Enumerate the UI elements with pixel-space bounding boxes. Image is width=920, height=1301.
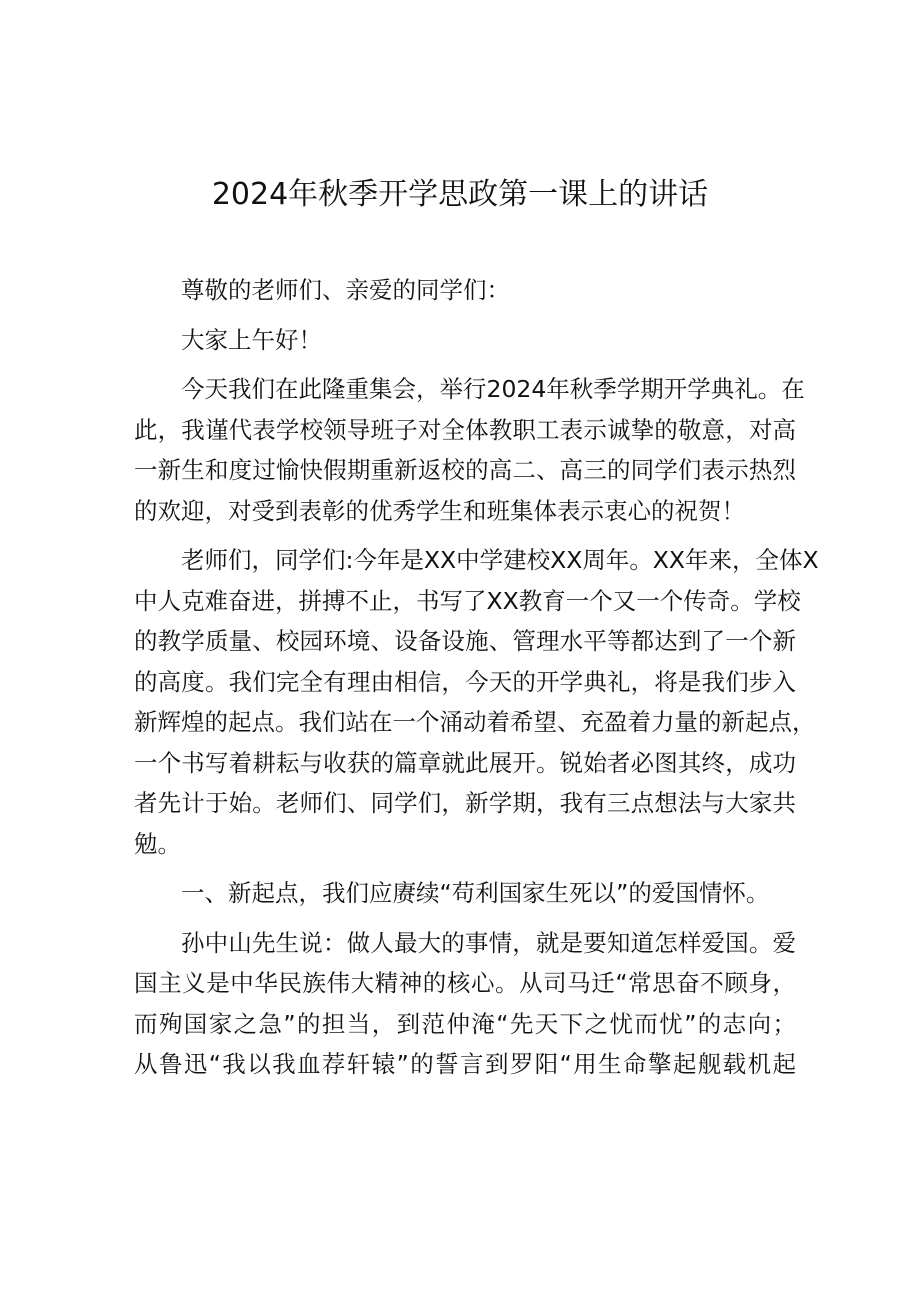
text-line: 此，我谨代表学校领导班子对全体教职工表示诚挚的敬意，对高 (134, 415, 796, 444)
text-line: 孙中山先生说：做人最大的事情，就是要知道怎样爱国。爱 (181, 928, 796, 957)
text-line: 国主义是中华民族伟大精神的核心。从司马迁“常思奋不顾身， (134, 969, 796, 997)
paragraph-greeting (134, 320, 796, 361)
paragraph-welcome (134, 369, 805, 531)
text-line: 今天我们在此隆重集会，举行2024年秋季学期开学典礼。在 (181, 375, 805, 403)
text-line: 的欢迎，对受到表彰的优秀学生和班集体表示衷心的祝贺！ (134, 496, 745, 525)
text-line: 中人克难奋进，拼搏不止，书写了XX教育一个又一个传奇。学校 (134, 586, 801, 615)
text-line: 老师们，同学们:今年是XX中学建校XX周年。XX年来，全体X (181, 546, 819, 574)
section-heading-one (134, 873, 796, 914)
text-line: 勉。 (134, 829, 181, 858)
text-line: 大家上午好！ (181, 325, 322, 354)
paragraph-patriotism (134, 923, 796, 1085)
paragraph-anniversary (134, 540, 819, 864)
text-line: 尊敬的老师们、亲爱的同学们： (181, 276, 510, 304)
document-body (134, 270, 819, 1085)
text-line: 新辉煌的起点。我们站在一个涌动着希望、充盈着力量的新起点， (134, 708, 816, 736)
text-line: 而殉国家之急”的担当，到范仲淹“先天下之忧而忧”的志向； (134, 1009, 796, 1038)
text-line: 的高度。我们完全有理由相信，今天的开学典礼，将是我们步入 (134, 667, 796, 696)
document-title: 2024年秋季开学思政第一课上的讲话 (211, 177, 709, 212)
text-line: 的教学质量、校园环境、设备设施、管理水平等都达到了一个新 (134, 627, 796, 655)
text-line: 从鲁迅“我以我血荐轩辕”的誓言到罗阳“用生命擎起舰载机起 (134, 1050, 796, 1078)
text-line: 一新生和度过愉快假期重新返校的高二、高三的同学们表示热烈 (134, 456, 796, 484)
text-line: 一个书写着耕耘与收获的篇章就此展开。锐始者必图其终，成功 (134, 748, 796, 777)
text-line: 者先计于始。老师们、同学们，新学期，我有三点想法与大家共 (134, 789, 796, 817)
text-line: 一、新起点，我们应赓续“苟利国家生死以”的爱国情怀。 (181, 879, 770, 907)
paragraph-salutation (134, 270, 796, 311)
